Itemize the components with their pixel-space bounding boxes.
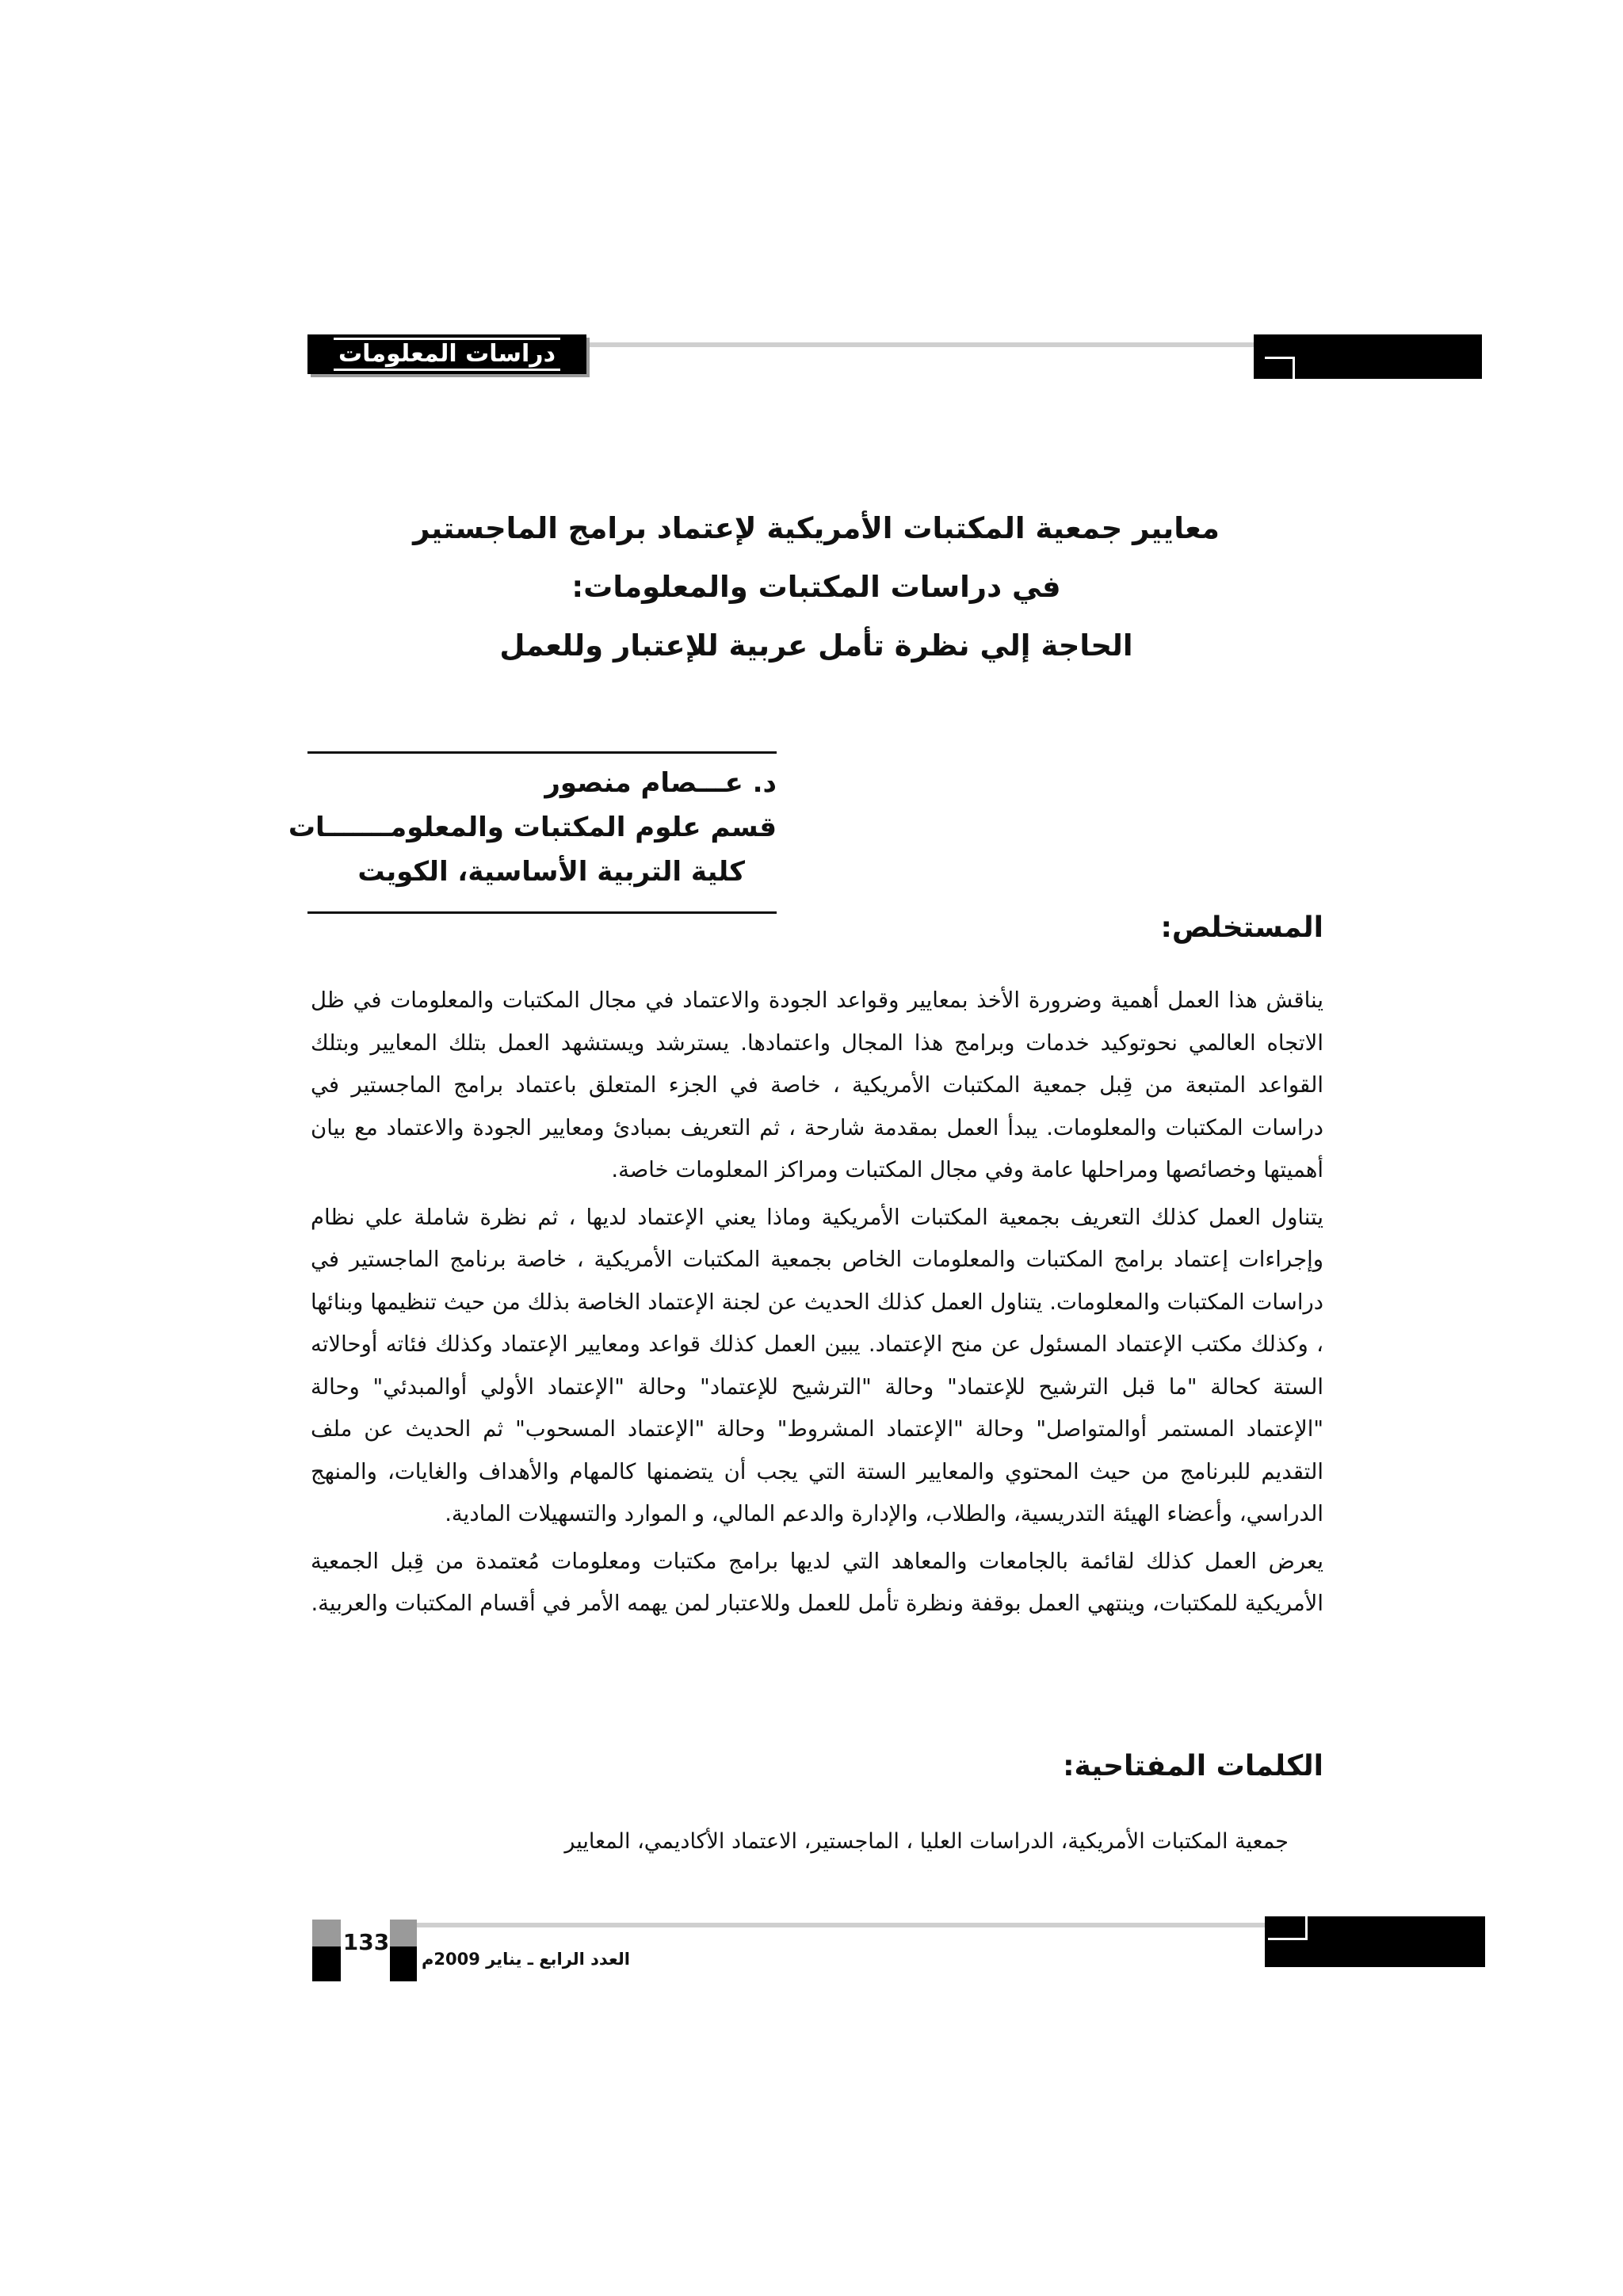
footer-black-square-left xyxy=(312,1946,341,1981)
footer-rule xyxy=(414,1923,1265,1927)
author-rule-bottom xyxy=(307,911,777,914)
header-notch xyxy=(1265,357,1295,379)
journal-header-title: دراسات المعلومات xyxy=(334,338,560,371)
author-block xyxy=(288,761,777,894)
header-rule xyxy=(586,342,1254,347)
abstract-heading: المستخلص: xyxy=(1160,911,1323,944)
journal-header-tab xyxy=(307,334,586,374)
footer-black-square-right xyxy=(390,1946,417,1981)
abstract-paragraph-1: يناقش هذا العمل أهمية وضرورة الأخذ بمعايير وقواعد الجودة والاعتماد في مجال المكتبات والمعلومات في ظل الاتجاه العالمي نحوتوكيد خدمات وبرامج هذا المجال واعتمادها. يسترشد ويستشهد العمل بتلك المعايير وبتلك القواعد المتبعة من قِبل جمعية المكتبات الأمريكية ، خاصة في الجزء المتعلق باعتماد برامج الماجستير في دراسات المكتبات والمعلومات. يبدأ العمل بمقدمة شارحة ، ثم التعريف بمبادئ ومعايير الجودة والاعتماد مع بيان أهميتها وخصائصها ومراحلها عامة وفي مجال المكتبات ومراكز المعلومات خاصة. xyxy=(311,988,1323,1182)
author-rule-top xyxy=(307,751,777,754)
footer-gray-square-left xyxy=(312,1920,341,1946)
keywords-text: جمعية المكتبات الأمريكية، الدراسات العليا ، الماجستير، الاعتماد الأكاديمي، المعايير xyxy=(564,1829,1289,1854)
article-title xyxy=(301,499,1331,675)
title-line-1: معايير جمعية المكتبات الأمريكية لإعتماد برامج الماجستير xyxy=(413,511,1220,545)
abstract-paragraph-2: يتناول العمل كذلك التعريف بجمعية المكتبات الأمريكية وماذا يعني الإعتماد لديها ، ثم نظرة شاملة علي نظام وإجراءات إعتماد برامج المكتبات والمعلومات الخاص بجمعية المكتبات الأمريكية ، خاصة برنامج الماجستير في دراسات المكتبات والمعلومات. يتناول العمل كذلك الحديث عن لجنة الإعتماد الخاصة بذلك من حيث تنظيمها وبنائها ، وكذلك مكتب الإعتماد المسئول عن منح الإعتماد. يبين العمل كذلك قواعد ومعايير الإعتماد وكذلك فئاته أوحالاته الستة كحالة "ما قبل الترشيح للإعتماد" وحالة "الترشيح للإعتماد" وحالة "الإعتماد الأولي أوالمبدئي" وحالة "الإعتماد المستمر أوالمتواصل" وحالة "الإعتماد المشروط" وحالة "الإعتماد المسحوب" ثم الحديث عن ملف التقديم للبرنامج من حيث المحتوي والمعايير الستة التي يجب أن يتضمنها كالمهام والأهداف والغايات، والمنهج الدراسي، وأعضاء الهيئة التدريسية، والطلاب، والإدارة والدعم المالي، و الموارد والتسهيلات المادية. xyxy=(311,1204,1323,1526)
title-line-3: الحاجة إلي نظرة تأمل عربية للإعتبار وللعمل xyxy=(499,628,1133,663)
keywords-heading: الكلمات المفتاحية: xyxy=(1063,1750,1323,1782)
page-number: 133 xyxy=(342,1929,390,1955)
footer-notch xyxy=(1268,1916,1308,1940)
title-line-2: في دراسات المكتبات والمعلومات: xyxy=(571,570,1061,604)
author-department: قسم علوم المكتبات والمعلومـــــــات xyxy=(288,812,777,843)
issue-info: العدد الرابع ـ يناير 2009م xyxy=(422,1950,630,1969)
abstract-paragraph-3: يعرض العمل كذلك لقائمة بالجامعات والمعاهد التي لديها برامج مكتبات ومعلومات مُعتمدة من قِبل الجمعية الأمريكية للمكتبات، وينتهي العمل بوقفة ونظرة تأمل للعمل وللاعتبار لمن يهمه الأمر في أقسام المكتبات والعربية. xyxy=(311,1548,1323,1616)
abstract-body xyxy=(311,980,1323,1630)
author-name: د. عـــصام منصور xyxy=(544,767,777,799)
author-college: كلية التربية الأساسية، الكويت xyxy=(357,856,745,888)
footer-gray-square-right xyxy=(390,1920,417,1946)
